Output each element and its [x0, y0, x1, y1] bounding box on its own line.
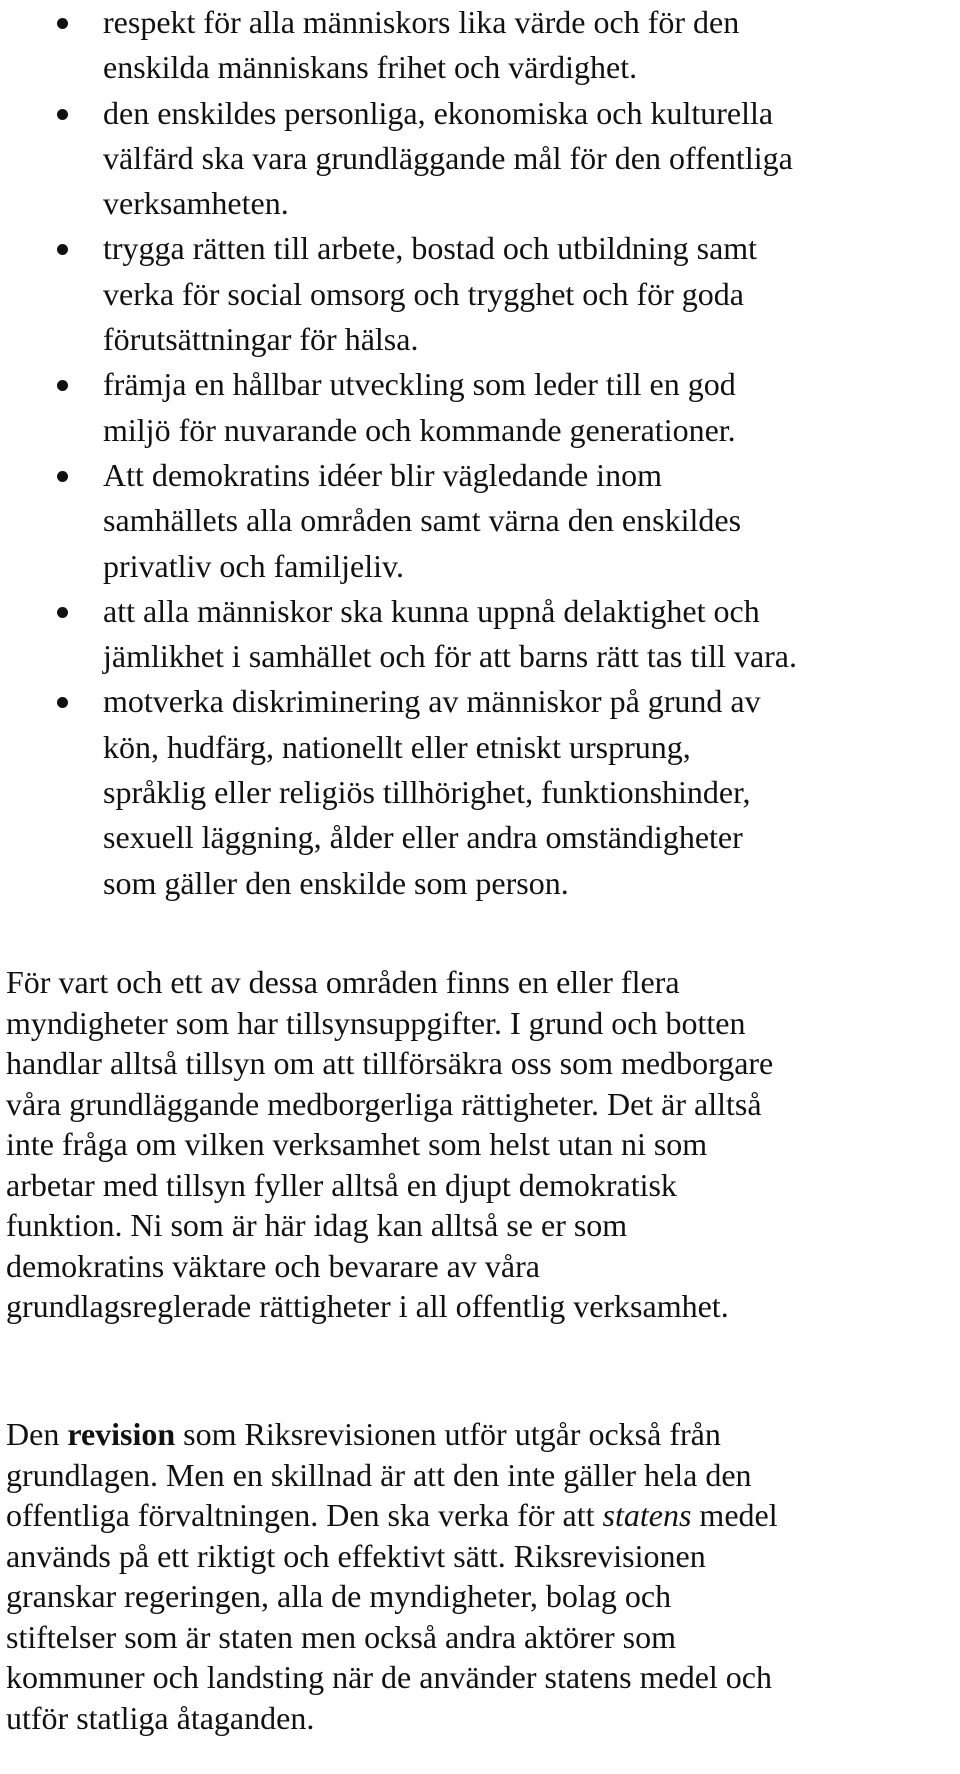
list-item-line: förutsättningar för hälsa.: [103, 321, 419, 358]
text-run: som Riksrevisionen utför utgår också från: [175, 1416, 721, 1452]
list-item-line: trygga rätten till arbete, bostad och utbildning samt: [103, 230, 758, 267]
bullet-icon: [57, 380, 68, 391]
bullet-icon: [57, 18, 68, 29]
bullet-icon: [57, 471, 68, 482]
paragraph-line: används på ett riktigt och effektivt sätt. Riksrevisionen: [6, 1537, 706, 1574]
list-item-line: välfärd ska vara grundläggande mål för den offentliga: [103, 139, 793, 176]
list-item-line: Att demokratins idéer blir vägledande inom: [103, 456, 662, 493]
list-item: [0, 362, 960, 453]
list-item-line: verka för social omsorg och trygghet och för goda: [103, 275, 744, 312]
paragraph-line: granskar regeringen, alla de myndigheter, bolag och: [6, 1578, 672, 1614]
list-item-line: främja en hållbar utveckling som leder till en god: [103, 366, 736, 403]
paragraph-line: [6, 1414, 956, 1455]
paragraph-supervision: [6, 962, 956, 1327]
list-item-line: enskilda människans frihet och värdighet.: [103, 49, 638, 86]
text-run: Den: [6, 1416, 68, 1452]
list-item-line: samhällets alla områden samt värna den enskildes: [103, 502, 742, 539]
paragraph-line: utför statliga åtaganden.: [6, 1699, 315, 1736]
list-item: [0, 589, 960, 680]
text-run: offentliga förvaltningen. Den ska verka för att: [6, 1497, 603, 1533]
paragraph-line: handlar alltså tillsyn om att tillförsäkra oss som medborgare: [6, 1045, 774, 1081]
italic-term-statens: statens: [602, 1497, 692, 1533]
list-item-line: sexuell läggning, ålder eller andra omständigheter: [103, 819, 743, 856]
list-item-line: att alla människor ska kunna uppnå delaktighet och: [103, 592, 760, 629]
paragraph-revision: [6, 1414, 956, 1738]
bold-term-revision: revision: [67, 1416, 176, 1452]
list-item-line: som gäller den enskilde som person.: [103, 864, 569, 901]
list-item: [0, 226, 960, 362]
paragraph-line: [6, 1495, 956, 1536]
bullet-icon: [57, 697, 68, 708]
list-item-line: jämlikhet i samhället och för att barns rätt tas till vara.: [103, 638, 797, 675]
paragraph-line: funktion. Ni som är här idag kan alltså se er som: [6, 1207, 628, 1243]
paragraph-line: stiftelser som är staten men också andra aktörer som: [6, 1618, 676, 1655]
list-item-line: språklig eller religiös tillhörighet, funktionshinder,: [103, 774, 751, 811]
bullet-icon: [57, 109, 68, 120]
paragraph-line: demokratins väktare och bevarare av våra: [6, 1247, 540, 1284]
list-item-line: verksamheten.: [103, 185, 289, 222]
paragraph-line: arbetar med tillsyn fyller alltså en djupt demokratisk: [6, 1166, 677, 1203]
list-item-line: privatliv och familjeliv.: [103, 547, 404, 584]
list-item-line: den enskildes personliga, ekonomiska och kulturella: [103, 94, 774, 131]
list-item-line: kön, hudfärg, nationellt eller etniskt ursprung,: [103, 728, 691, 765]
list-item: [0, 679, 960, 905]
paragraph-line: myndigheter som har tillsynsuppgifter. I grund och botten: [6, 1004, 746, 1041]
paragraph-line: För vart och ett av dessa områden finns en eller flera: [6, 964, 680, 1000]
paragraph-line: inte fråga om vilken verksamhet som helst utan ni som: [6, 1126, 708, 1162]
paragraph-line: våra grundläggande medborgerliga rättigheter. Det är alltså: [6, 1085, 762, 1122]
paragraph-line: grundlagen. Men en skillnad är att den inte gäller hela den: [6, 1456, 752, 1493]
bullet-icon: [57, 607, 68, 618]
list-item: [0, 91, 960, 227]
text-run: medel: [691, 1497, 778, 1533]
paragraph-line: kommuner och landsting när de använder statens medel och: [6, 1659, 772, 1695]
bullet-icon: [57, 244, 68, 255]
paragraph-line: grundlagsreglerade rättigheter i all offentlig verksamhet.: [6, 1288, 729, 1324]
list-item-line: miljö för nuvarande och kommande generationer.: [103, 411, 736, 448]
list-item: [0, 0, 960, 91]
list-item-line: motverka diskriminering av människor på grund av: [103, 683, 761, 720]
list-item-line: respekt för alla människors lika värde och för den: [103, 4, 740, 40]
list-item: [0, 453, 960, 589]
